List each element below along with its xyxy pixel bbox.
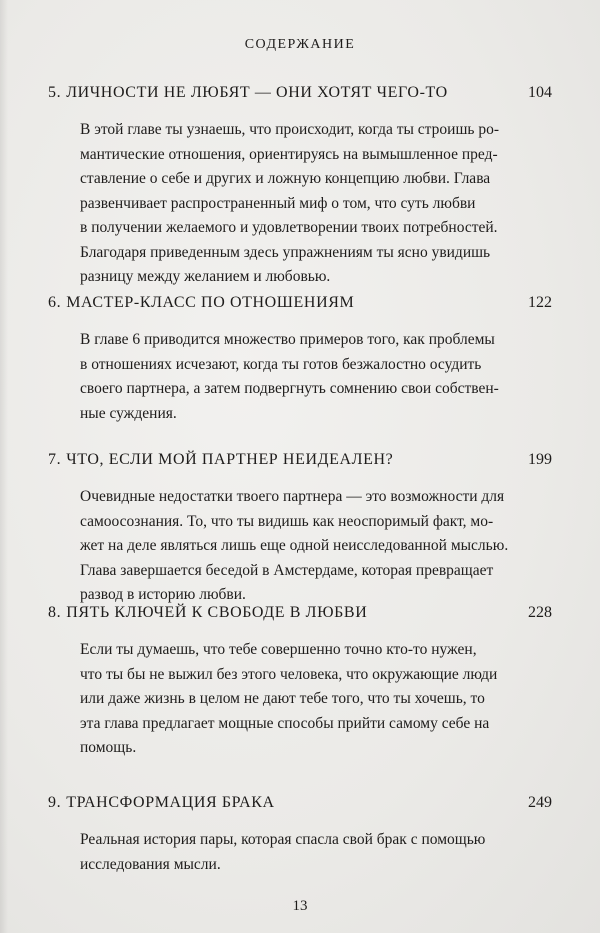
- description-line: ные суждения.: [80, 404, 177, 422]
- description-line: самоосознания. То, что ты видишь как неоспоримый факт, мо-: [80, 512, 494, 530]
- chapter-heading: [48, 82, 552, 104]
- toc-entry-chapter-8: [48, 602, 552, 761]
- chapter-description: [48, 485, 552, 608]
- description-line: ставление о себе и других и ложную концепцию любви. Глава: [80, 170, 491, 187]
- chapter-page-number: 199: [528, 451, 552, 468]
- chapter-heading: [48, 449, 552, 471]
- description-line: жет на деле являться лишь еще одной неисследованной мыслью.: [80, 537, 509, 554]
- description-line: развенчивает распространенный миф о том, что суть любви: [80, 194, 476, 212]
- chapter-number: 8.: [48, 604, 62, 621]
- chapter-page-number: 104: [528, 84, 552, 101]
- description-line: разницу между желанием и любовью.: [80, 268, 331, 285]
- running-head: СОДЕРЖАНИЕ: [244, 37, 356, 52]
- chapter-number: 9.: [48, 794, 62, 811]
- chapter-page-number: 249: [528, 794, 552, 811]
- chapter-description: [48, 328, 552, 426]
- description-line: Если ты думаешь, что тебе совершенно точно кто-то нужен,: [80, 641, 477, 658]
- description-line: эта глава предлагает мощные способы прийти самому себе на: [80, 714, 490, 732]
- description-line: Благодаря приведенным здесь упражнениям ты ясно увидишь: [80, 243, 491, 261]
- description-line: В этой главе ты узнаешь, что происходит, когда ты строишь ро-: [80, 121, 499, 138]
- chapter-title: ЧТО, ЕСЛИ МОЙ ПАРТНЕР НЕИДЕАЛЕН?: [66, 451, 394, 468]
- chapter-description: [48, 638, 552, 761]
- chapter-page-number: 228: [528, 604, 552, 621]
- description-line: помощь.: [80, 739, 137, 756]
- chapter-title: ТРАНСФОРМАЦИЯ БРАКА: [66, 794, 275, 811]
- description-line: в отношениях исчезают, когда ты готов безжалостно осудить: [80, 355, 482, 373]
- toc-entry-chapter-6: [48, 292, 552, 426]
- toc-entry-chapter-5: [48, 82, 552, 290]
- chapter-title: МАСТЕР-КЛАСС ПО ОТНОШЕНИЯМ: [66, 294, 355, 311]
- page-gutter-shadow: [0, 0, 8, 933]
- description-line: в получении желаемого и удовлетворении твоих потребностей.: [80, 219, 498, 236]
- chapter-title: ЛИЧНОСТИ НЕ ЛЮБЯТ — ОНИ ХОТЯТ ЧЕГО-ТО: [66, 84, 448, 101]
- chapter-page-number: 122: [528, 294, 552, 311]
- chapter-number: 5.: [48, 84, 62, 101]
- description-line: или даже жизнь в целом не дают тебе того, что ты хочешь, то: [80, 690, 485, 707]
- chapter-heading: [48, 792, 552, 814]
- description-line: исследования мысли.: [80, 855, 221, 873]
- page-number: 13: [292, 898, 308, 914]
- description-line: Очевидные недостатки твоего партнера — это возможности для: [80, 488, 505, 505]
- chapter-number: 6.: [48, 294, 62, 311]
- chapter-title: ПЯТЬ КЛЮЧЕЙ К СВОБОДЕ В ЛЮБВИ: [66, 604, 368, 621]
- description-line: В главе 6 приводится множество примеров того, как проблемы: [80, 331, 495, 348]
- description-line: что ты бы не выжил без этого человека, что окружающие люди: [80, 665, 498, 683]
- description-line: мантические отношения, ориентируясь на вымышленное пред-: [80, 145, 498, 163]
- chapter-heading: [48, 602, 552, 624]
- chapter-description: [48, 118, 552, 290]
- chapter-description: [48, 828, 552, 877]
- toc-entry-chapter-7: [48, 449, 552, 608]
- chapter-heading: [48, 292, 552, 314]
- description-line: Глава завершается беседой в Амстердаме, которая превращает: [80, 561, 494, 579]
- description-line: развод в историю любви.: [80, 586, 246, 603]
- description-line: своего партнера, а затем подвергнуть сомнению свои собствен-: [80, 380, 499, 397]
- description-line: Реальная история пары, которая спасла свой брак с помощью: [80, 831, 486, 848]
- chapter-number: 7.: [48, 451, 62, 468]
- toc-entry-chapter-9: [48, 792, 552, 877]
